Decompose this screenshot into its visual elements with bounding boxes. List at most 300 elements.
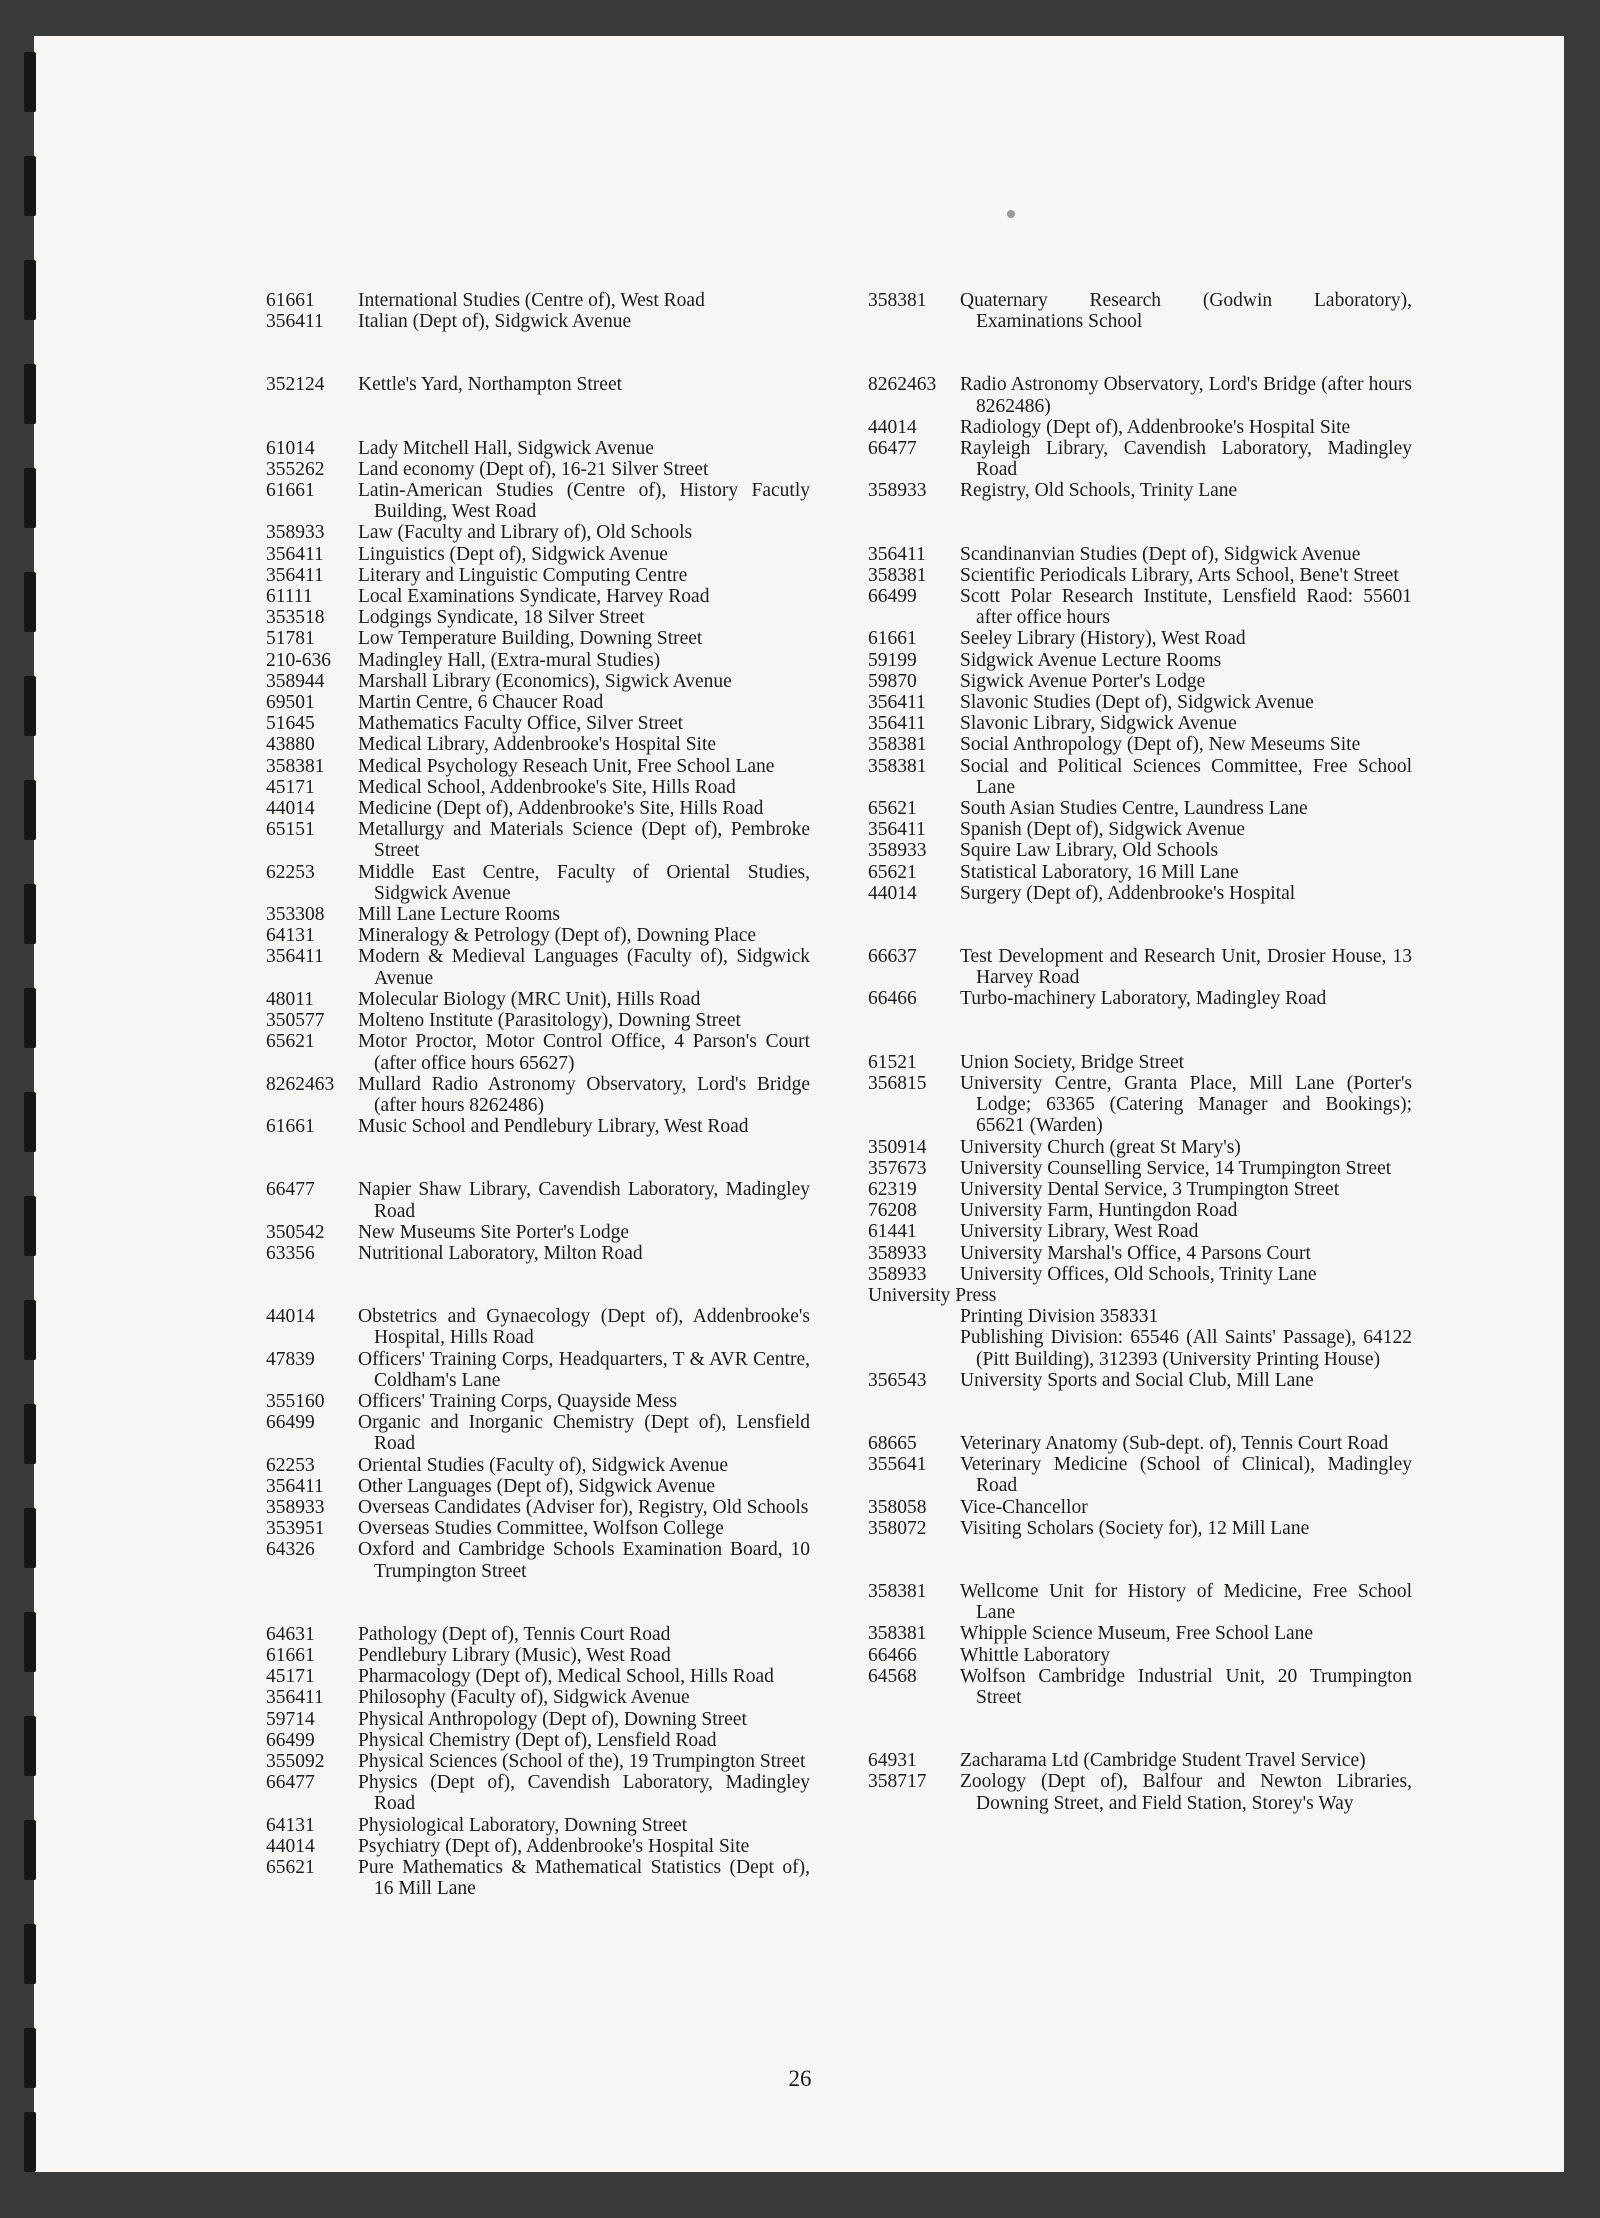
department-name: University Dental Service, 3 Trumpington Street [960, 1178, 1340, 1200]
section-gap [868, 1391, 1412, 1433]
phone-extension: 66477 [266, 1179, 315, 1201]
department-name: Scientific Periodicals Library, Arts School, Bene't Street [960, 564, 1399, 586]
directory-entry [266, 734, 810, 755]
department-name: Statistical Laboratory, 16 Mill Lane [960, 861, 1239, 883]
department-name: Modern & Medieval Languages (Faculty of), Sidgwick Avenue [358, 946, 810, 989]
binding-hole [24, 156, 36, 216]
phone-extension: 61441 [868, 1221, 917, 1243]
phone-extension: 356411 [868, 819, 926, 841]
directory-entry [868, 1200, 1412, 1221]
department-name: Radiology (Dept of), Addenbrooke's Hospital Site [960, 416, 1351, 438]
phone-extension: 66466 [868, 988, 917, 1010]
phone-extension: 353951 [266, 1518, 325, 1540]
phone-extension: 65621 [266, 1031, 315, 1053]
phone-extension: 358381 [868, 564, 927, 586]
phone-extension: 356411 [266, 543, 324, 565]
department-name: Medical School, Addenbrooke's Site, Hills Road [358, 776, 736, 798]
department-name: Obstetrics and Gynaecology (Dept of), Addenbrooke's Hospital, Hills Road [358, 1306, 810, 1349]
phone-extension: 51645 [266, 713, 315, 735]
department-name: Mathematics Faculty Office, Silver Street [358, 713, 684, 735]
directory-entry [868, 798, 1412, 819]
department-name: Union Society, Bridge Street [960, 1051, 1185, 1073]
department-name: Social Anthropology (Dept of), New Meseums Site [960, 734, 1361, 756]
phone-extension: 356411 [266, 311, 324, 333]
directory-entry [266, 713, 810, 734]
department-name: Philosophy (Faculty of), Sidgwick Avenue [358, 1687, 690, 1709]
section-gap [868, 1010, 1412, 1052]
directory-entry [868, 1623, 1412, 1644]
binding-hole [24, 1716, 36, 1776]
directory-entry [868, 1073, 1412, 1137]
directory-entry [266, 374, 810, 395]
phone-extension: 65621 [266, 1857, 315, 1878]
directory-entry [868, 1666, 1412, 1708]
binding-hole [24, 1300, 36, 1360]
department-name: New Museums Site Porter's Lodge [358, 1221, 630, 1243]
directory-entry [266, 1412, 810, 1454]
department-name: Vice-Chancellor [960, 1496, 1088, 1518]
phone-extension: 350914 [868, 1136, 927, 1158]
department-name: Registry, Old Schools, Trinity Lane [960, 480, 1238, 502]
directory-entry [868, 883, 1412, 904]
phone-extension: 64131 [266, 925, 315, 947]
department-name: Social and Political Sciences Committee, Free School Lane [960, 755, 1412, 798]
directory-entry [266, 1815, 810, 1836]
directory-entry [868, 480, 1412, 501]
phone-extension: 356411 [266, 1687, 324, 1709]
phone-extension: 353518 [266, 607, 325, 629]
phone-extension: 358933 [868, 480, 927, 502]
department-name: Literary and Linguistic Computing Centre [358, 564, 688, 586]
directory-entry [868, 988, 1412, 1009]
directory-entry [868, 713, 1412, 734]
department-name: University Offices, Old Schools, Trinity Lane [960, 1263, 1317, 1285]
directory-entry [266, 692, 810, 713]
directory-entry [868, 671, 1412, 692]
directory-entry [868, 1518, 1412, 1539]
department-name: International Studies (Centre of), West Road [358, 290, 705, 311]
binding-hole [24, 1924, 36, 1984]
phone-extension: 65151 [266, 819, 315, 841]
directory-entry [266, 1772, 810, 1814]
directory-entry [266, 1857, 810, 1899]
department-name: Physiological Laboratory, Downing Street [358, 1814, 688, 1836]
directory-entry [266, 1497, 810, 1518]
phone-extension: 64568 [868, 1665, 917, 1687]
phone-extension: 358381 [868, 755, 927, 777]
department-name: Wolfson Cambridge Industrial Unit, 20 Trumpington Street [960, 1665, 1412, 1708]
directory-entry [266, 311, 810, 332]
phone-extension: 356411 [868, 692, 926, 714]
spiral-binding [24, 52, 44, 2172]
department-name: Latin-American Studies (Centre of), History Facutly Building, West Road [358, 480, 810, 523]
phone-extension: 66637 [868, 946, 917, 968]
phone-extension: 61661 [266, 290, 315, 311]
directory-entry [266, 1476, 810, 1497]
directory-entry [868, 650, 1412, 671]
directory-entry [266, 904, 810, 925]
phone-extension: 358933 [868, 1242, 927, 1264]
directory-entry [868, 417, 1412, 438]
phone-extension: 59870 [868, 670, 917, 692]
phone-extension: 358933 [868, 1263, 927, 1285]
department-name: Low Temperature Building, Downing Street [358, 628, 703, 650]
directory-entry [868, 756, 1412, 798]
department-name: Local Examinations Syndicate, Harvey Road [358, 586, 710, 608]
phone-extension: 48011 [266, 988, 315, 1010]
department-name: Mill Lane Lecture Rooms [358, 904, 560, 926]
binding-hole [24, 468, 36, 528]
directory-entry [266, 586, 810, 607]
department-name: Pure Mathematics & Mathematical Statistics (Dept of), 16 Mill Lane [358, 1857, 810, 1900]
phone-extension: 66477 [266, 1772, 315, 1794]
department-name: Zoology (Dept of), Balfour and Newton Libraries, Downing Street, and Field Station, Storey's Way [960, 1771, 1412, 1814]
directory-entry [266, 671, 810, 692]
phone-extension: 356411 [266, 1475, 324, 1497]
directory-entry [266, 1179, 810, 1221]
directory-entry [868, 1645, 1412, 1666]
department-name: University Marshal's Office, 4 Parsons Court [960, 1242, 1311, 1264]
department-name: Zacharama Ltd (Cambridge Student Travel Service) [960, 1750, 1366, 1772]
department-name: Nutritional Laboratory, Milton Road [358, 1242, 643, 1264]
phone-extension: 356543 [868, 1369, 927, 1391]
phone-extension: 358933 [266, 522, 325, 544]
phone-extension: 356815 [868, 1072, 927, 1094]
phone-extension: 59714 [266, 1708, 315, 1730]
department-name: Physical Chemistry (Dept of), Lensfield Road [358, 1729, 717, 1751]
directory-entry [868, 1433, 1412, 1454]
department-name: Sidgwick Avenue Lecture Rooms [960, 649, 1222, 671]
phone-extension: 61111 [266, 586, 313, 608]
phone-extension: 355092 [266, 1750, 325, 1772]
phone-extension: 66466 [868, 1644, 917, 1666]
section-gap [868, 904, 1412, 946]
department-name: Lodgings Syndicate, 18 Silver Street [358, 607, 645, 629]
department-name: Medical Psychology Reseach Unit, Free School Lane [358, 755, 775, 777]
directory-entry [266, 565, 810, 586]
department-name: University Church (great St Mary's) [960, 1136, 1241, 1158]
department-name: Mullard Radio Astronomy Observatory, Lord's Bridge (after hours 8262486) [358, 1073, 810, 1116]
department-name: Veterinary Anatomy (Sub-dept. of), Tennis Court Road [960, 1432, 1389, 1454]
department-name: Whittle Laboratory [960, 1644, 1110, 1666]
directory-entry [266, 1455, 810, 1476]
department-name: Kettle's Yard, Northampton Street [358, 374, 623, 396]
phone-extension: 61521 [868, 1051, 917, 1073]
directory-entry [266, 1031, 810, 1073]
binding-hole [24, 1820, 36, 1880]
directory-entry [266, 925, 810, 946]
directory-entry [266, 522, 810, 543]
directory-entry [266, 1116, 810, 1137]
directory-entry [868, 1137, 1412, 1158]
phone-extension: 43880 [266, 734, 315, 756]
phone-extension: 44014 [266, 1306, 315, 1328]
department-name: Pathology (Dept of), Tennis Court Road [358, 1623, 671, 1645]
phone-extension: 45171 [266, 1666, 315, 1688]
department-name: Physical Anthropology (Dept of), Downing Street [358, 1708, 747, 1730]
phone-extension: 68665 [868, 1432, 917, 1454]
phone-extension: 358381 [868, 1623, 927, 1645]
phone-extension: 355641 [868, 1454, 927, 1476]
department-name: Test Development and Research Unit, Drosier House, 13 Harvey Road [960, 946, 1412, 989]
department-name: Quaternary Research (Godwin Laboratory), Examinations School [960, 290, 1412, 333]
directory-entry [868, 544, 1412, 565]
department-name: University Centre, Granta Place, Mill Lane (Porter's Lodge; 63365 (Catering Manager and Bookings); 65621 (Warden) [960, 1072, 1412, 1137]
phone-extension: 47839 [266, 1348, 315, 1370]
directory-entry [868, 734, 1412, 755]
directory-entry [266, 438, 810, 459]
section-gap [266, 1264, 810, 1306]
directory-entry [868, 438, 1412, 480]
phone-extension: 356411 [266, 946, 324, 968]
directory-entry [266, 1709, 810, 1730]
department-name: Molecular Biology (MRC Unit), Hills Road [358, 988, 701, 1010]
department-name: Oriental Studies (Faculty of), Sidgwick Avenue [358, 1454, 729, 1476]
department-name: Officers' Training Corps, Quayside Mess [358, 1390, 677, 1412]
phone-extension: 356411 [868, 543, 926, 565]
directory-entry [266, 1730, 810, 1751]
directory-entry [868, 374, 1412, 416]
phone-extension: 61661 [266, 1116, 315, 1138]
department-name: Napier Shaw Library, Cavendish Laboratory, Madingley Road [358, 1179, 810, 1222]
directory-heading: University Press [868, 1284, 997, 1306]
department-name: Law (Faculty and Library of), Old Schools [358, 522, 693, 544]
phone-extension: 64326 [266, 1539, 315, 1561]
phone-extension: 353308 [266, 904, 325, 926]
directory-entry [266, 1687, 810, 1708]
department-name: Surgery (Dept of), Addenbrooke's Hospital [960, 882, 1296, 904]
department-name: Middle East Centre, Faculty of Oriental Studies, Sidgwick Avenue [358, 861, 810, 904]
section-gap [266, 332, 810, 374]
right-column [868, 290, 1412, 1814]
department-name: Music School and Pendlebury Library, West Road [358, 1116, 749, 1138]
phone-extension: 358058 [868, 1496, 927, 1518]
directory-entry [266, 1645, 810, 1666]
phone-extension: 358933 [266, 1496, 325, 1518]
directory-entry [868, 1454, 1412, 1496]
directory-entry [266, 756, 810, 777]
phone-extension: 358381 [868, 734, 927, 756]
department-name: Squire Law Library, Old Schools [960, 840, 1219, 862]
phone-extension: 59199 [868, 649, 917, 671]
phone-extension: 61661 [266, 1644, 315, 1666]
department-name: Medicine (Dept of), Addenbrooke's Site, Hills Road [358, 798, 764, 820]
department-name: Slavonic Library, Sidgwick Avenue [960, 713, 1237, 735]
section-gap [868, 332, 1412, 374]
directory-entry [868, 565, 1412, 586]
department-name: Physical Sciences (School of the), 19 Trumpington Street [358, 1750, 806, 1772]
phone-extension: 65621 [868, 798, 917, 820]
department-name: Martin Centre, 6 Chaucer Road [358, 692, 604, 714]
department-name: Pendlebury Library (Music), West Road [358, 1644, 671, 1666]
directory-entry [266, 1243, 810, 1264]
binding-hole [24, 572, 36, 632]
department-name: Radio Astronomy Observatory, Lord's Bridge (after hours 8262486) [960, 374, 1412, 417]
directory-entry [266, 628, 810, 649]
department-name: Pharmacology (Dept of), Medical School, Hills Road [358, 1666, 774, 1688]
binding-hole [24, 1612, 36, 1672]
phone-extension: 352124 [266, 374, 325, 396]
phone-extension: 61661 [266, 480, 315, 502]
phone-extension: 45171 [266, 776, 315, 798]
directory-entry [266, 544, 810, 565]
phone-extension: 63356 [266, 1242, 315, 1264]
department-name: Oxford and Cambridge Schools Examination Board, 10 Trumpington Street [358, 1539, 810, 1582]
phone-extension: 51781 [266, 628, 315, 650]
page-number: 26 [788, 2066, 812, 2091]
department-name: Overseas Studies Committee, Wolfson College [358, 1518, 724, 1540]
phone-extension: 64631 [266, 1623, 315, 1645]
phone-extension: 44014 [266, 798, 315, 820]
binding-hole [24, 364, 36, 424]
department-name: Molteno Institute (Parasitology), Downing Street [358, 1010, 741, 1032]
directory-entry [266, 1074, 810, 1116]
department-name: Marshall Library (Economics), Sigwick Avenue [358, 670, 732, 692]
department-name: Sigwick Avenue Porter's Lodge [960, 670, 1206, 692]
directory-entry [266, 1518, 810, 1539]
section-gap [266, 1582, 810, 1624]
directory-entry [266, 1751, 810, 1772]
directory-entry [266, 946, 810, 988]
phone-extension: 64931 [868, 1750, 917, 1772]
phone-extension: 76208 [868, 1200, 917, 1222]
left-column [266, 290, 810, 1899]
phone-extension: 350542 [266, 1221, 325, 1243]
directory-entry [266, 1349, 810, 1391]
phone-extension: 8262463 [266, 1073, 335, 1095]
department-name: Medical Library, Addenbrooke's Hospital Site [358, 734, 717, 756]
phone-extension: 358381 [266, 755, 325, 777]
phone-extension: 358381 [868, 290, 927, 311]
directory-entry [266, 607, 810, 628]
directory-entry [868, 862, 1412, 883]
department-name: Psychiatry (Dept of), Addenbrooke's Hospital Site [358, 1835, 750, 1857]
phone-extension: 64131 [266, 1814, 315, 1836]
section-gap [868, 502, 1412, 544]
phone-extension: 358933 [868, 840, 927, 862]
directory-entry [868, 290, 1412, 332]
binding-hole [24, 676, 36, 736]
department-name: Mineralogy & Petrology (Dept of), Downing Place [358, 925, 757, 947]
department-name: Whipple Science Museum, Free School Lane [960, 1623, 1314, 1645]
department-name: Organic and Inorganic Chemistry (Dept of), Lensfield Road [358, 1412, 810, 1455]
department-name: South Asian Studies Centre, Laundress Lane [960, 798, 1308, 820]
directory-entry [868, 840, 1412, 861]
directory-entry [868, 1264, 1412, 1285]
directory-entry [266, 1010, 810, 1031]
directory-entry [266, 290, 810, 311]
department-name: Turbo-machinery Laboratory, Madingley Road [960, 988, 1327, 1010]
department-name: Lady Mitchell Hall, Sidgwick Avenue [358, 437, 654, 459]
department-name: Linguistics (Dept of), Sidgwick Avenue [358, 543, 668, 565]
department-name: Scott Polar Research Institute, Lensfield Raod: 55601 after office hours [960, 586, 1412, 629]
directory-entry [266, 819, 810, 861]
directory-entry [868, 586, 1412, 628]
section-gap [266, 396, 810, 438]
directory-entry [266, 1666, 810, 1687]
binding-hole [24, 1092, 36, 1152]
phone-extension: 358717 [868, 1771, 927, 1793]
directory-entry [266, 1539, 810, 1581]
department-name: Rayleigh Library, Cavendish Laboratory, Madingley Road [960, 438, 1412, 481]
directory-entry [868, 1497, 1412, 1518]
directory-entry [266, 1624, 810, 1645]
phone-extension: 358381 [868, 1580, 927, 1602]
department-name: University Counselling Service, 14 Trumpington Street [960, 1157, 1392, 1179]
phone-extension: 358944 [266, 670, 325, 692]
department-name: Land economy (Dept of), 16-21 Silver Street [358, 458, 709, 480]
paper-smudge [1007, 210, 1015, 218]
department-name: Metallurgy and Materials Science (Dept of), Pembroke Street [358, 819, 810, 862]
directory-subentry: Printing Division 358331 [960, 1306, 1159, 1328]
directory-entry [868, 1581, 1412, 1623]
department-name: Veterinary Medicine (School of Clinical), Madingley Road [960, 1454, 1412, 1497]
phone-extension: 62319 [868, 1178, 917, 1200]
phone-extension: 44014 [266, 1835, 315, 1857]
directory-entry [266, 1222, 810, 1243]
phone-extension: 210-636 [266, 649, 331, 671]
binding-hole [24, 1508, 36, 1568]
phone-extension: 357673 [868, 1157, 927, 1179]
binding-hole [24, 260, 36, 320]
section-gap [266, 1137, 810, 1179]
department-name: University Library, West Road [960, 1221, 1199, 1243]
phone-extension: 61014 [266, 437, 315, 459]
department-name: University Farm, Huntingdon Road [960, 1200, 1238, 1222]
department-name: Madingley Hall, (Extra-mural Studies) [358, 649, 661, 671]
phone-extension: 61661 [868, 628, 917, 650]
department-name: Overseas Candidates (Adviser for), Registry, Old Schools [358, 1496, 809, 1518]
binding-hole [24, 1404, 36, 1464]
directory-entry [868, 946, 1412, 988]
binding-hole [24, 780, 36, 840]
section-gap [868, 1539, 1412, 1581]
directory-entry [868, 1221, 1412, 1242]
department-name: Seeley Library (History), West Road [960, 628, 1246, 650]
directory-entry [868, 692, 1412, 713]
department-name: Wellcome Unit for History of Medicine, Free School Lane [960, 1580, 1412, 1624]
department-name: Scandinanvian Studies (Dept of), Sidgwick Avenue [960, 543, 1361, 565]
phone-extension: 66499 [266, 1729, 315, 1751]
directory-entry [868, 628, 1412, 649]
directory-entry [868, 819, 1412, 840]
directory-entry [266, 989, 810, 1010]
phone-extension: 350577 [266, 1010, 325, 1032]
department-name: Other Languages (Dept of), Sidgwick Avenue [358, 1475, 716, 1497]
directory-entry [868, 1370, 1412, 1391]
department-name: University Sports and Social Club, Mill Lane [960, 1369, 1314, 1391]
directory-entry [266, 777, 810, 798]
binding-hole [24, 884, 36, 944]
directory-subentry: Publishing Division: 65546 (All Saints' Passage), 64122 (Pitt Building), 312393 (University Printing House) [960, 1327, 1412, 1370]
directory-entry [266, 1306, 810, 1348]
phone-extension: 356411 [868, 713, 926, 735]
department-name: Spanish (Dept of), Sidgwick Avenue [960, 819, 1246, 841]
department-name: Officers' Training Corps, Headquarters, T & AVR Centre, Coldham's Lane [358, 1348, 810, 1391]
phone-extension: 355262 [266, 458, 325, 480]
department-name: Motor Proctor, Motor Control Office, 4 Parson's Court (after office hours 65627) [358, 1031, 810, 1074]
section-gap [868, 1708, 1412, 1750]
phone-extension: 355160 [266, 1390, 325, 1412]
department-name: Visiting Scholars (Society for), 12 Mill Lane [960, 1517, 1310, 1539]
directory-entry [266, 459, 810, 480]
phone-extension: 65621 [868, 861, 917, 883]
binding-hole [24, 1196, 36, 1256]
directory-entry [266, 1391, 810, 1412]
phone-extension: 356411 [266, 564, 324, 586]
binding-hole [24, 988, 36, 1048]
phone-extension: 8262463 [868, 374, 937, 396]
